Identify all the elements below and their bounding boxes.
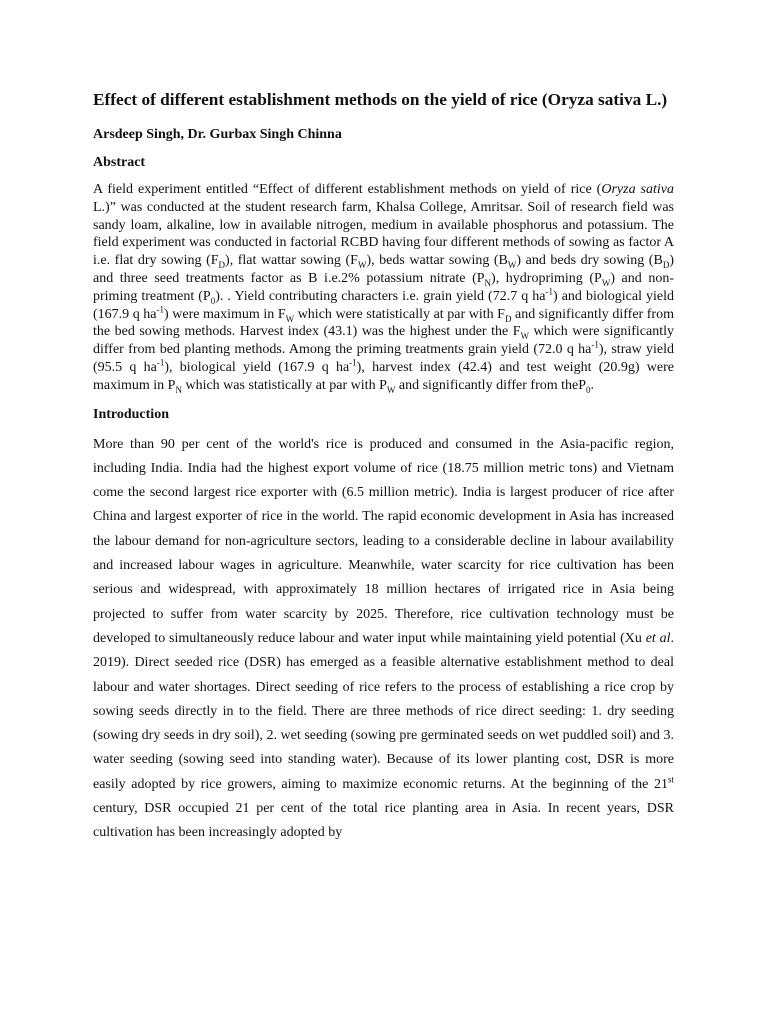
abstract-text: ), harvest index (42.4) and test weight (20.9g) were maximum in P [93,359,674,393]
subscript: W [386,384,396,395]
abstract-text: ), beds wattar sowing (B [366,253,508,269]
introduction-heading: Introduction [93,406,169,422]
abstract-text: and significantly differ from the bed sowing methods. Harvest index (43.1) was the highest under the F [93,306,674,340]
subscript: W [601,277,611,288]
introduction-text: century, DSR occupied 21 per cent of the total rice planting area in Asia. In recent years, DSR cultivation has been increasingly adopted by [93,801,674,841]
superscript: -1 [156,357,165,368]
introduction-text: . 2019). Direct seeded rice (DSR) has emerged as a feasible alternative establishment method to deal labour and water shortages. Direct seeding of rice refers to the process of establishing a rice crop by sowing seeds directly in to the field. There are three methods of rice direct seeding: 1. dry seeding (sowing dry seeds in dry soil), 2. wet seeding (sowing pre germinated seeds on wet puddled soil) and 3. water seeding (sowing seed into standing water). Because of its lower planting cost, DSR is more easily adopted by rice growers, aiming to maximize economic returns. At the beginning of the 21 [93,630,674,792]
subscript: W [285,313,295,324]
subscript: W [357,259,367,270]
abstract-heading: Abstract [93,155,146,170]
abstract-text: L.)” was conducted at the student research farm, Khalsa College, Amritsar. Soil of research field was sandy loam, alkaline, low in available nitrogen, medium in available phosphorus and potassium. The field experiment was conducted in factorial RCBD having four different methods of sowing as factor A i.e. flat dry sowing (F [93,199,674,269]
abstract-text: A field experiment entitled “Effect of different establishment methods on yield of rice ( [93,182,602,197]
abstract-text: ). . Yield contributing characters i.e. grain yield (72.7 q ha [215,288,546,304]
subscript: W [507,259,517,270]
subscript: 0 [586,384,591,395]
abstract-text: ) were maximum in F [164,306,286,322]
abstract-text: ) and non-priming treatment (P [93,270,675,304]
abstract-text: ) and three seed treatments factor as B i.e.2% potassium nitrate (P [93,253,674,286]
subscript: D [218,259,226,270]
abstract-text: which were significantly differ from bed planting methods. Among the priming treatments grain yield (72.0 q ha [93,324,674,358]
subscript: 0 [210,295,216,306]
abstract-text: ), flat wattar sowing (F [225,253,358,269]
superscript: st [667,774,674,785]
abstract-text: ), straw yield (95.5 q ha [93,342,674,375]
paper-title: Effect of different establishment methods on the yield of rice (Oryza sativa L.) [93,90,668,109]
subscript: N [175,384,182,395]
abstract-text: and significantly differ from theP [395,377,587,393]
species-name: Oryza sativa [601,182,674,197]
abstract-text: ) and biological yield (167.9 q ha [93,288,674,322]
superscript: -1 [545,286,554,297]
abstract-text: . [590,377,595,393]
abstract-text: ), biological yield (167.9 q ha [164,359,350,375]
subscript: D [662,259,670,270]
abstract-text: which were statistically at par with F [294,306,505,322]
citation-et-al: et al [645,630,671,646]
abstract-text: ), hydropriming (P [491,270,602,286]
abstract-text: which was statistically at par with P [181,377,387,393]
introduction-paragraph [93,433,674,846]
introduction-text: More than 90 per cent of the world's rice is produced and consumed in the Asia-pacific region, including India. India had the highest export volume of rice (18.75 million metric tons) and Vietnam come the second largest rice exporter with (6.5 million metric). India is largest producer of rice after China and largest exporter of rice in the world. The rapid economic development in Asia has increased the labour demand for non-agriculture sectors, leading to a considerable decline in labour availability and increased labour wages in agriculture. Meanwhile, water scarcity for rice cultivation has been serious and widespread, with approximately 18 million hectares of irrigated rice in Asia being projected to suffer from water scarcity by 2025. Therefore, rice cultivation technology must be developed to simultaneously reduce labour and water input while maintaining yield potential (Xu [93,436,674,646]
abstract-text: ) and beds dry sowing (B [516,253,663,269]
superscript: -1 [156,303,165,314]
subscript: N [484,277,492,288]
subscript: W [520,331,530,342]
superscript: -1 [349,357,357,368]
superscript: -1 [591,339,599,350]
abstract-paragraph [93,181,674,395]
author-list: Arsdeep Singh, Dr. Gurbax Singh Chinna [93,127,342,142]
subscript: D [504,313,512,324]
